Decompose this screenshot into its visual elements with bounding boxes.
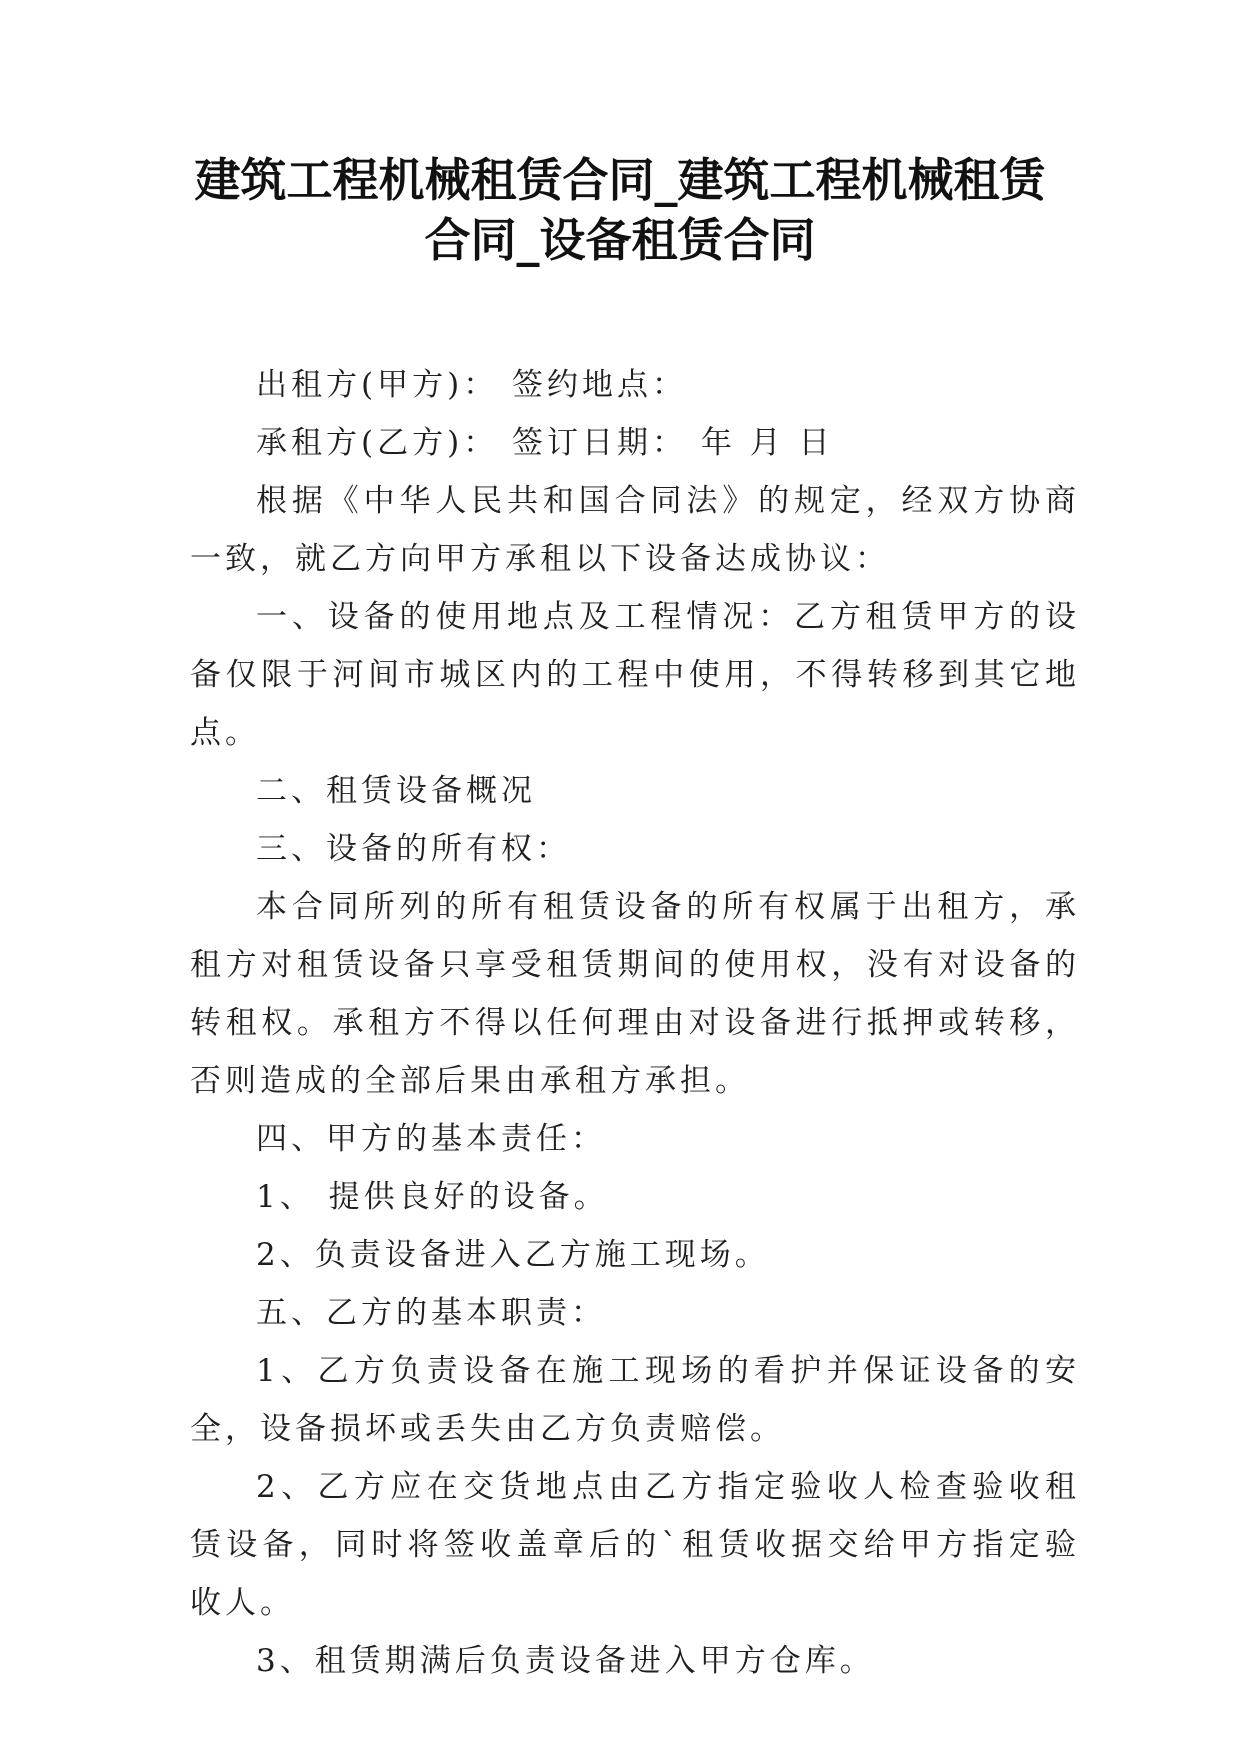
party-b-duty-2: 2、乙方应在交货地点由乙方指定验收人检查验收租赁设备，同时将签收盖章后的`租赁收据交给甲方指定验收人。 bbox=[190, 1469, 1080, 1621]
lessor-line: 出租方(甲方)： 签约地点： bbox=[256, 367, 688, 403]
lessee-line: 承租方(乙方)： 签订日期： 年 月 日 bbox=[256, 425, 834, 461]
clause-3-heading: 三、设备的所有权： bbox=[256, 831, 571, 867]
party-a-duty-1: 1、 提供良好的设备。 bbox=[256, 1179, 609, 1215]
party-a-duty-2: 2、负责设备进入乙方施工现场。 bbox=[256, 1237, 770, 1273]
clause-1-paragraph: 一、设备的使用地点及工程情况：乙方租赁甲方的设备仅限于河间市城区内的工程中使用，不得转移到其它地点。 bbox=[190, 599, 1080, 751]
clause-4-heading: 四、甲方的基本责任： bbox=[256, 1121, 606, 1157]
document-title bbox=[150, 150, 1090, 270]
title-line-2: 合同_设备租赁合同 bbox=[424, 213, 816, 267]
clause-5-heading: 五、乙方的基本职责： bbox=[256, 1295, 606, 1331]
preamble-paragraph: 根据《中华人民共和国合同法》的规定，经双方协商一致，就乙方向甲方承租以下设备达成协议： bbox=[190, 483, 1080, 577]
ownership-paragraph: 本合同所列的所有租赁设备的所有权属于出租方，承租方对租赁设备只享受租赁期间的使用权，没有对设备的转租权。承租方不得以任何理由对设备进行抵押或转移，否则造成的全部后果由承租方承担。 bbox=[190, 889, 1080, 1099]
party-b-duty-1: 1、乙方负责设备在施工现场的看护并保证设备的安全，设备损坏或丢失由乙方负责赔偿。 bbox=[190, 1353, 1080, 1447]
document-body bbox=[190, 356, 1080, 1690]
title-line-1: 建筑工程机械租赁合同_建筑工程机械租赁 bbox=[194, 153, 1046, 207]
party-b-duty-3: 3、租赁期满后负责设备进入甲方仓库。 bbox=[256, 1643, 875, 1679]
clause-2-heading: 二、租赁设备概况 bbox=[256, 773, 536, 809]
